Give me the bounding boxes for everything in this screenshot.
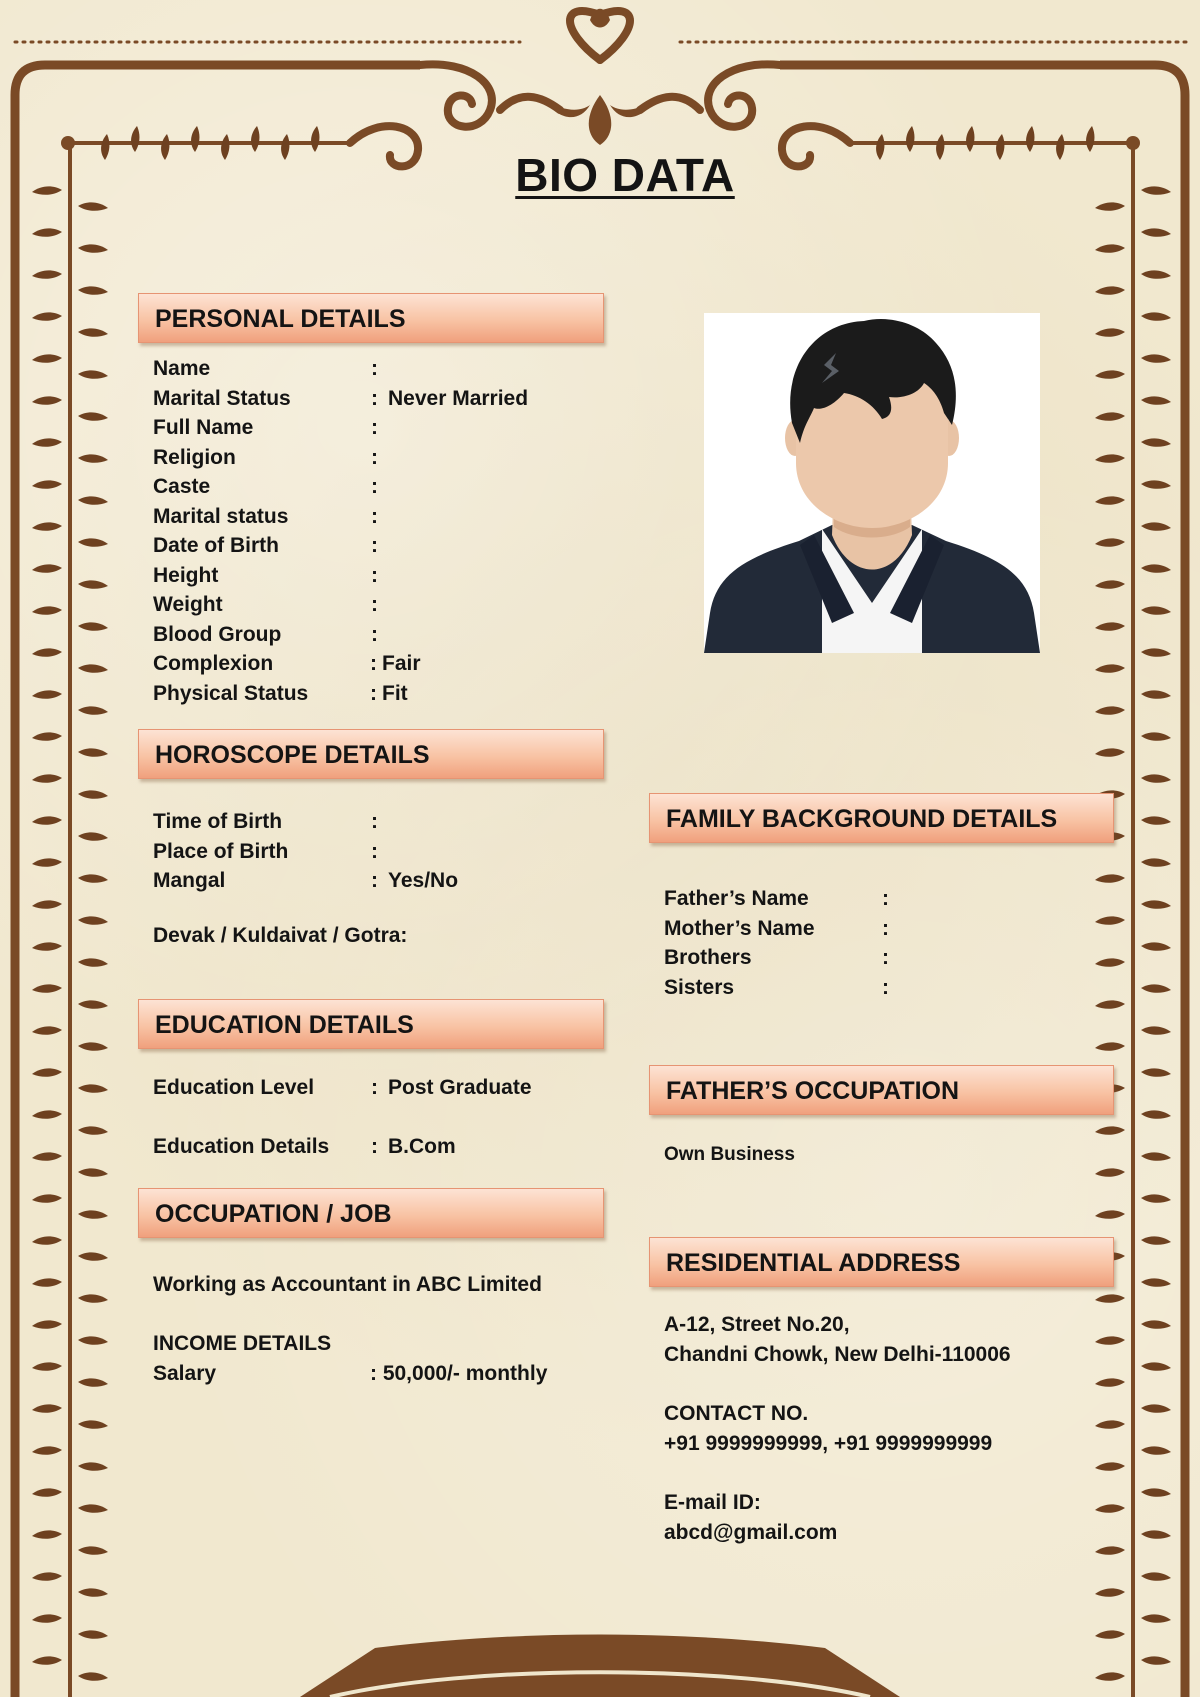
occupation-description: Working as Accountant in ABC Limited <box>153 1273 542 1296</box>
family-row-sisters: Sisters : <box>664 975 889 999</box>
family-row-brothers: Brothers : <box>664 946 889 969</box>
page-title: BIO DATA <box>515 149 735 201</box>
personal-row-name: Name : <box>153 357 378 380</box>
horoscope-row-place-of-birth: Place of Birth : <box>153 839 378 863</box>
personal-row-marital-status: Marital Status : Never Married <box>153 386 529 410</box>
personal-row-complexion: Complexion : Fair <box>153 652 421 675</box>
family-row-mothers-name: Mother’s Name : <box>664 916 889 940</box>
email-label: E-mail ID: <box>664 1491 761 1514</box>
personal-row-religion: Religion : <box>153 445 378 469</box>
personal-row-caste: Caste : <box>153 475 378 498</box>
personal-row-marital-status-2: Marital status : <box>153 504 378 528</box>
horoscope-row-mangal: Mangal : Yes/No <box>153 869 459 892</box>
salary-label: Salary <box>153 1362 217 1385</box>
horoscope-details-list <box>153 807 603 896</box>
family-row-fathers-name: Father’s Name : <box>664 887 889 910</box>
personal-details-list <box>153 354 603 708</box>
avatar-icon <box>704 313 1040 653</box>
horoscope-row-time-of-birth: Time of Birth : <box>153 810 378 833</box>
income-details-heading: INCOME DETAILS <box>153 1332 332 1355</box>
education-row-level: Education Level : Post Graduate <box>153 1076 532 1099</box>
profile-photo <box>704 313 1040 653</box>
horoscope-details-header: HOROSCOPE DETAILS <box>138 729 604 779</box>
family-details-list <box>664 884 1104 1002</box>
personal-row-date-of-birth: Date of Birth : <box>153 534 378 557</box>
education-row-details: Education Details : B.Com <box>153 1135 456 1158</box>
residential-address-header: RESIDENTIAL ADDRESS <box>649 1237 1114 1287</box>
personal-row-height: Height : <box>153 563 378 587</box>
contact-value: +91 9999999999, +91 9999999999 <box>664 1432 993 1455</box>
personal-row-weight: Weight : <box>153 593 378 616</box>
gotra-label: Devak / Kuldaivat / Gotra: <box>153 924 408 947</box>
personal-row-blood-group: Blood Group : <box>153 622 378 646</box>
education-details-header: EDUCATION DETAILS <box>138 999 604 1049</box>
address-line-2: Chandni Chowk, New Delhi-110006 <box>664 1343 1011 1366</box>
address-line-1: A-12, Street No.20, <box>664 1313 850 1336</box>
email-value[interactable]: abcd@gmail.com <box>664 1521 838 1544</box>
occupation-header: OCCUPATION / JOB <box>138 1188 604 1238</box>
contact-label: CONTACT NO. <box>664 1402 809 1425</box>
fathers-occupation-value: Own Business <box>664 1144 795 1165</box>
personal-row-physical-status: Physical Status : Fit <box>153 681 408 705</box>
fathers-occupation-header: FATHER’S OCCUPATION <box>649 1065 1114 1115</box>
personal-row-full-name: Full Name : <box>153 416 378 439</box>
family-background-header: FAMILY BACKGROUND DETAILS <box>649 793 1114 843</box>
salary-value: : 50,000/- monthly <box>370 1362 548 1385</box>
education-details-list <box>153 1073 603 1162</box>
personal-details-header: PERSONAL DETAILS <box>138 293 604 343</box>
